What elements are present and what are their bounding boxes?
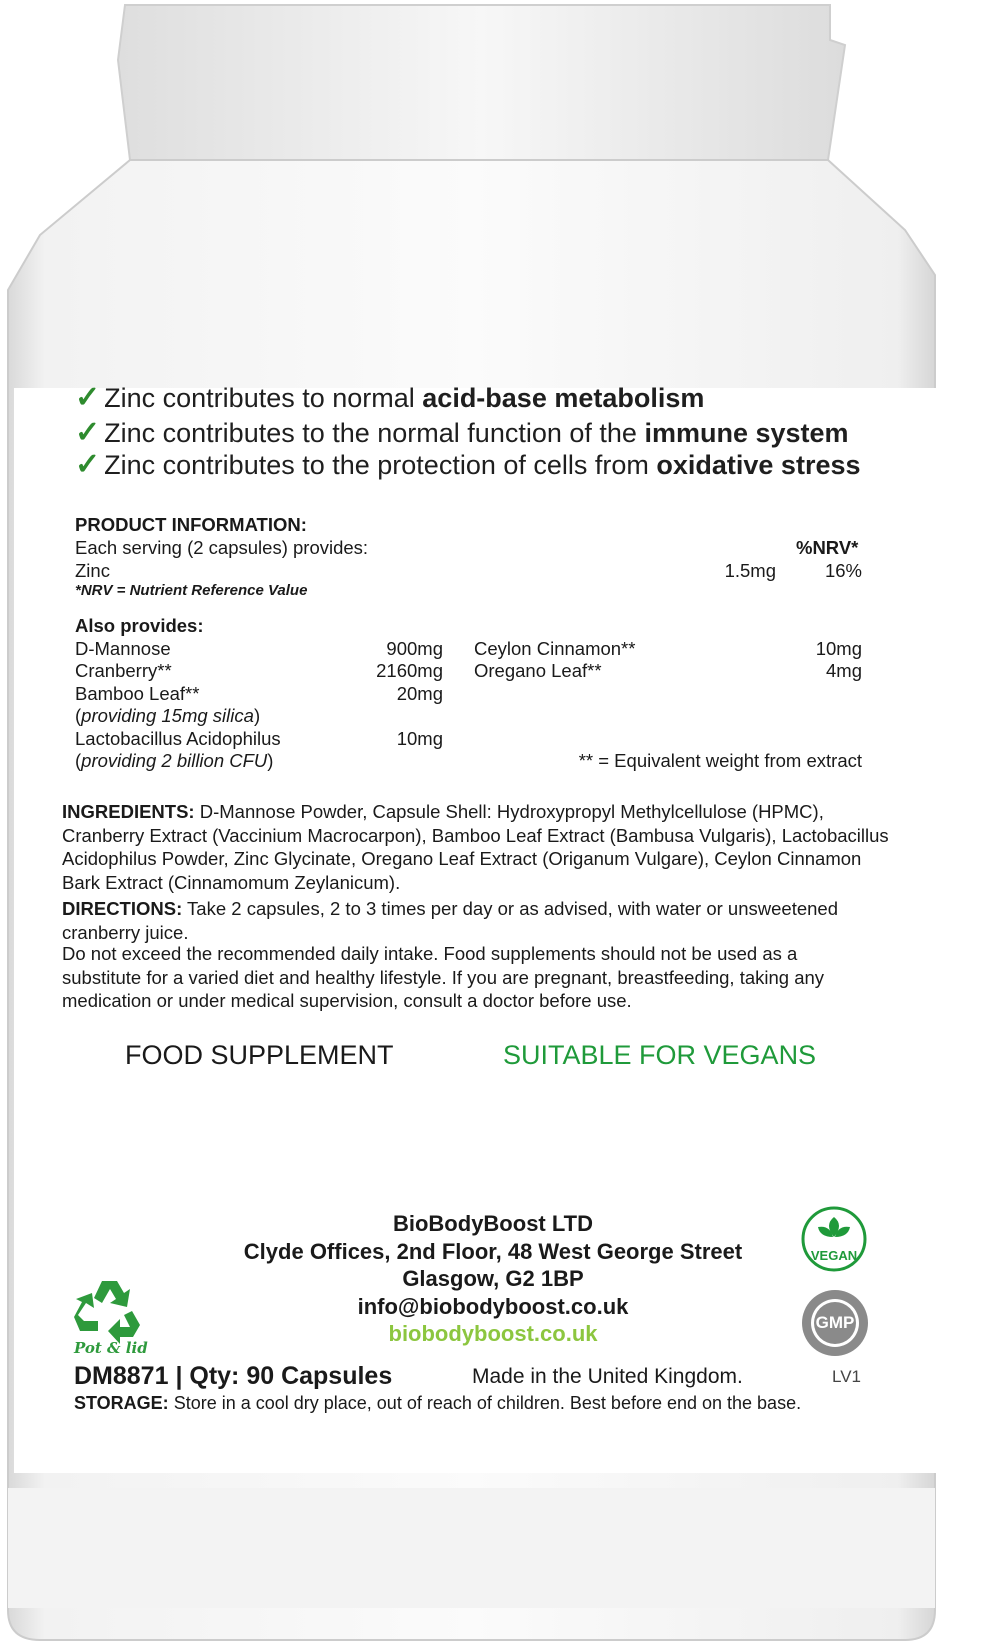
recycle-label: Pot & lid (74, 1339, 148, 1357)
vegan-badge (800, 1205, 868, 1273)
ingredient-amount: 10mg (815, 638, 862, 659)
company-email: info@biobodyboost.co.uk (357, 1293, 629, 1319)
claim-1: ✓ Zinc contributes to normal acid-base metabolism (75, 381, 705, 414)
address-line-1: Clyde Offices, 2nd Floor, 48 West George Street (243, 1238, 743, 1264)
company-address (170, 1210, 816, 1348)
ingredient-name: Bamboo Leaf** (75, 683, 200, 704)
checkmark-icon: ✓ (75, 416, 101, 449)
ingredient-name: Cranberry** (75, 660, 172, 681)
recycle-icon (72, 1277, 147, 1345)
ingredient-name: Lactobacillus Acidophilus (75, 728, 281, 749)
lacto-note: (providing 2 billion CFU) (75, 750, 274, 771)
product-info-heading: PRODUCT INFORMATION: (75, 514, 307, 535)
ingredient-name: Oregano Leaf** (474, 660, 602, 681)
storage-text: STORAGE: Store in a cool dry place, out of reach of children. Best before end on the base. (74, 1393, 802, 1413)
ingredient-amount: 20mg (396, 683, 443, 704)
zinc-name: Zinc (75, 560, 110, 581)
ingredient-amount: 10mg (396, 728, 443, 749)
ingredient-amount: 4mg (826, 660, 862, 681)
product-code-qty: DM8871 | Qty: 90 Capsules (74, 1362, 393, 1390)
nrv-note: *NRV = Nutrient Reference Value (75, 582, 308, 599)
checkmark-icon: ✓ (75, 448, 101, 481)
directions-paragraph: DIRECTIONS: Take 2 capsules, 2 to 3 times per day or as advised, with water or unsweetened cranberry juice. (62, 898, 838, 943)
ingredient-name: D-Mannose (75, 638, 171, 659)
zinc-amount: 1.5mg (724, 560, 776, 581)
gmp-badge (800, 1288, 870, 1358)
nrv-header: %NRV* (796, 537, 859, 558)
ingredient-amount: 900mg (386, 638, 443, 659)
bamboo-note: (providing 15mg silica) (75, 705, 261, 726)
company-name: BioBodyBoost LTD (392, 1211, 593, 1236)
food-supplement-text: FOOD SUPPLEMENT (125, 1040, 394, 1070)
vegan-badge-label: VEGAN (810, 1248, 858, 1263)
ingredients-paragraph: INGREDIENTS: D-Mannose Powder, Capsule Shell: Hydroxypropyl Methylcellulose (HPMC), Cranberry Extract (Vaccinium Macrocarpon), Bamboo Leaf Extract (Bambusa Vulgaris), Lactobacillus Acidophilus Powder, Zinc Glycinate, Oregano Leaf Extract (Origanum Vulgare), Ceylon Cinnamon Bark Extract (Cinnamomum Zeylanicum). (62, 801, 889, 893)
claim-3: ✓ Zinc contributes to the protection of cells from oxidative stress (75, 448, 861, 481)
also-provides-heading: Also provides: (75, 615, 204, 636)
zinc-nrv: 16% (824, 560, 862, 581)
address-line-2: Glasgow, G2 1BP (402, 1266, 584, 1291)
gmp-badge-label: GMP (815, 1313, 855, 1332)
company-website: biobodyboost.co.uk (388, 1321, 598, 1346)
ingredient-amount: 2160mg (376, 660, 443, 681)
claim-2: ✓ Zinc contributes to the normal function of the immune system (75, 416, 849, 449)
warning-paragraph: Do not exceed the recommended daily intake. Food supplements should not be used as a substitute for a varied diet and healthy lifestyle. If you are pregnant, breastfeeding, taking any medication or under medical supervision, consult a doctor before use. (62, 943, 825, 1011)
equivalent-note: ** = Equivalent weight from extract (578, 750, 862, 771)
vegan-suitability-text: SUITABLE FOR VEGANS (503, 1040, 817, 1070)
ingredient-name: Ceylon Cinnamon** (474, 638, 636, 659)
serving-text: Each serving (2 capsules) provides: (75, 537, 369, 558)
made-in-text: Made in the United Kingdom. (472, 1365, 743, 1388)
checkmark-icon: ✓ (75, 381, 101, 414)
label-version: LV1 (832, 1367, 861, 1386)
